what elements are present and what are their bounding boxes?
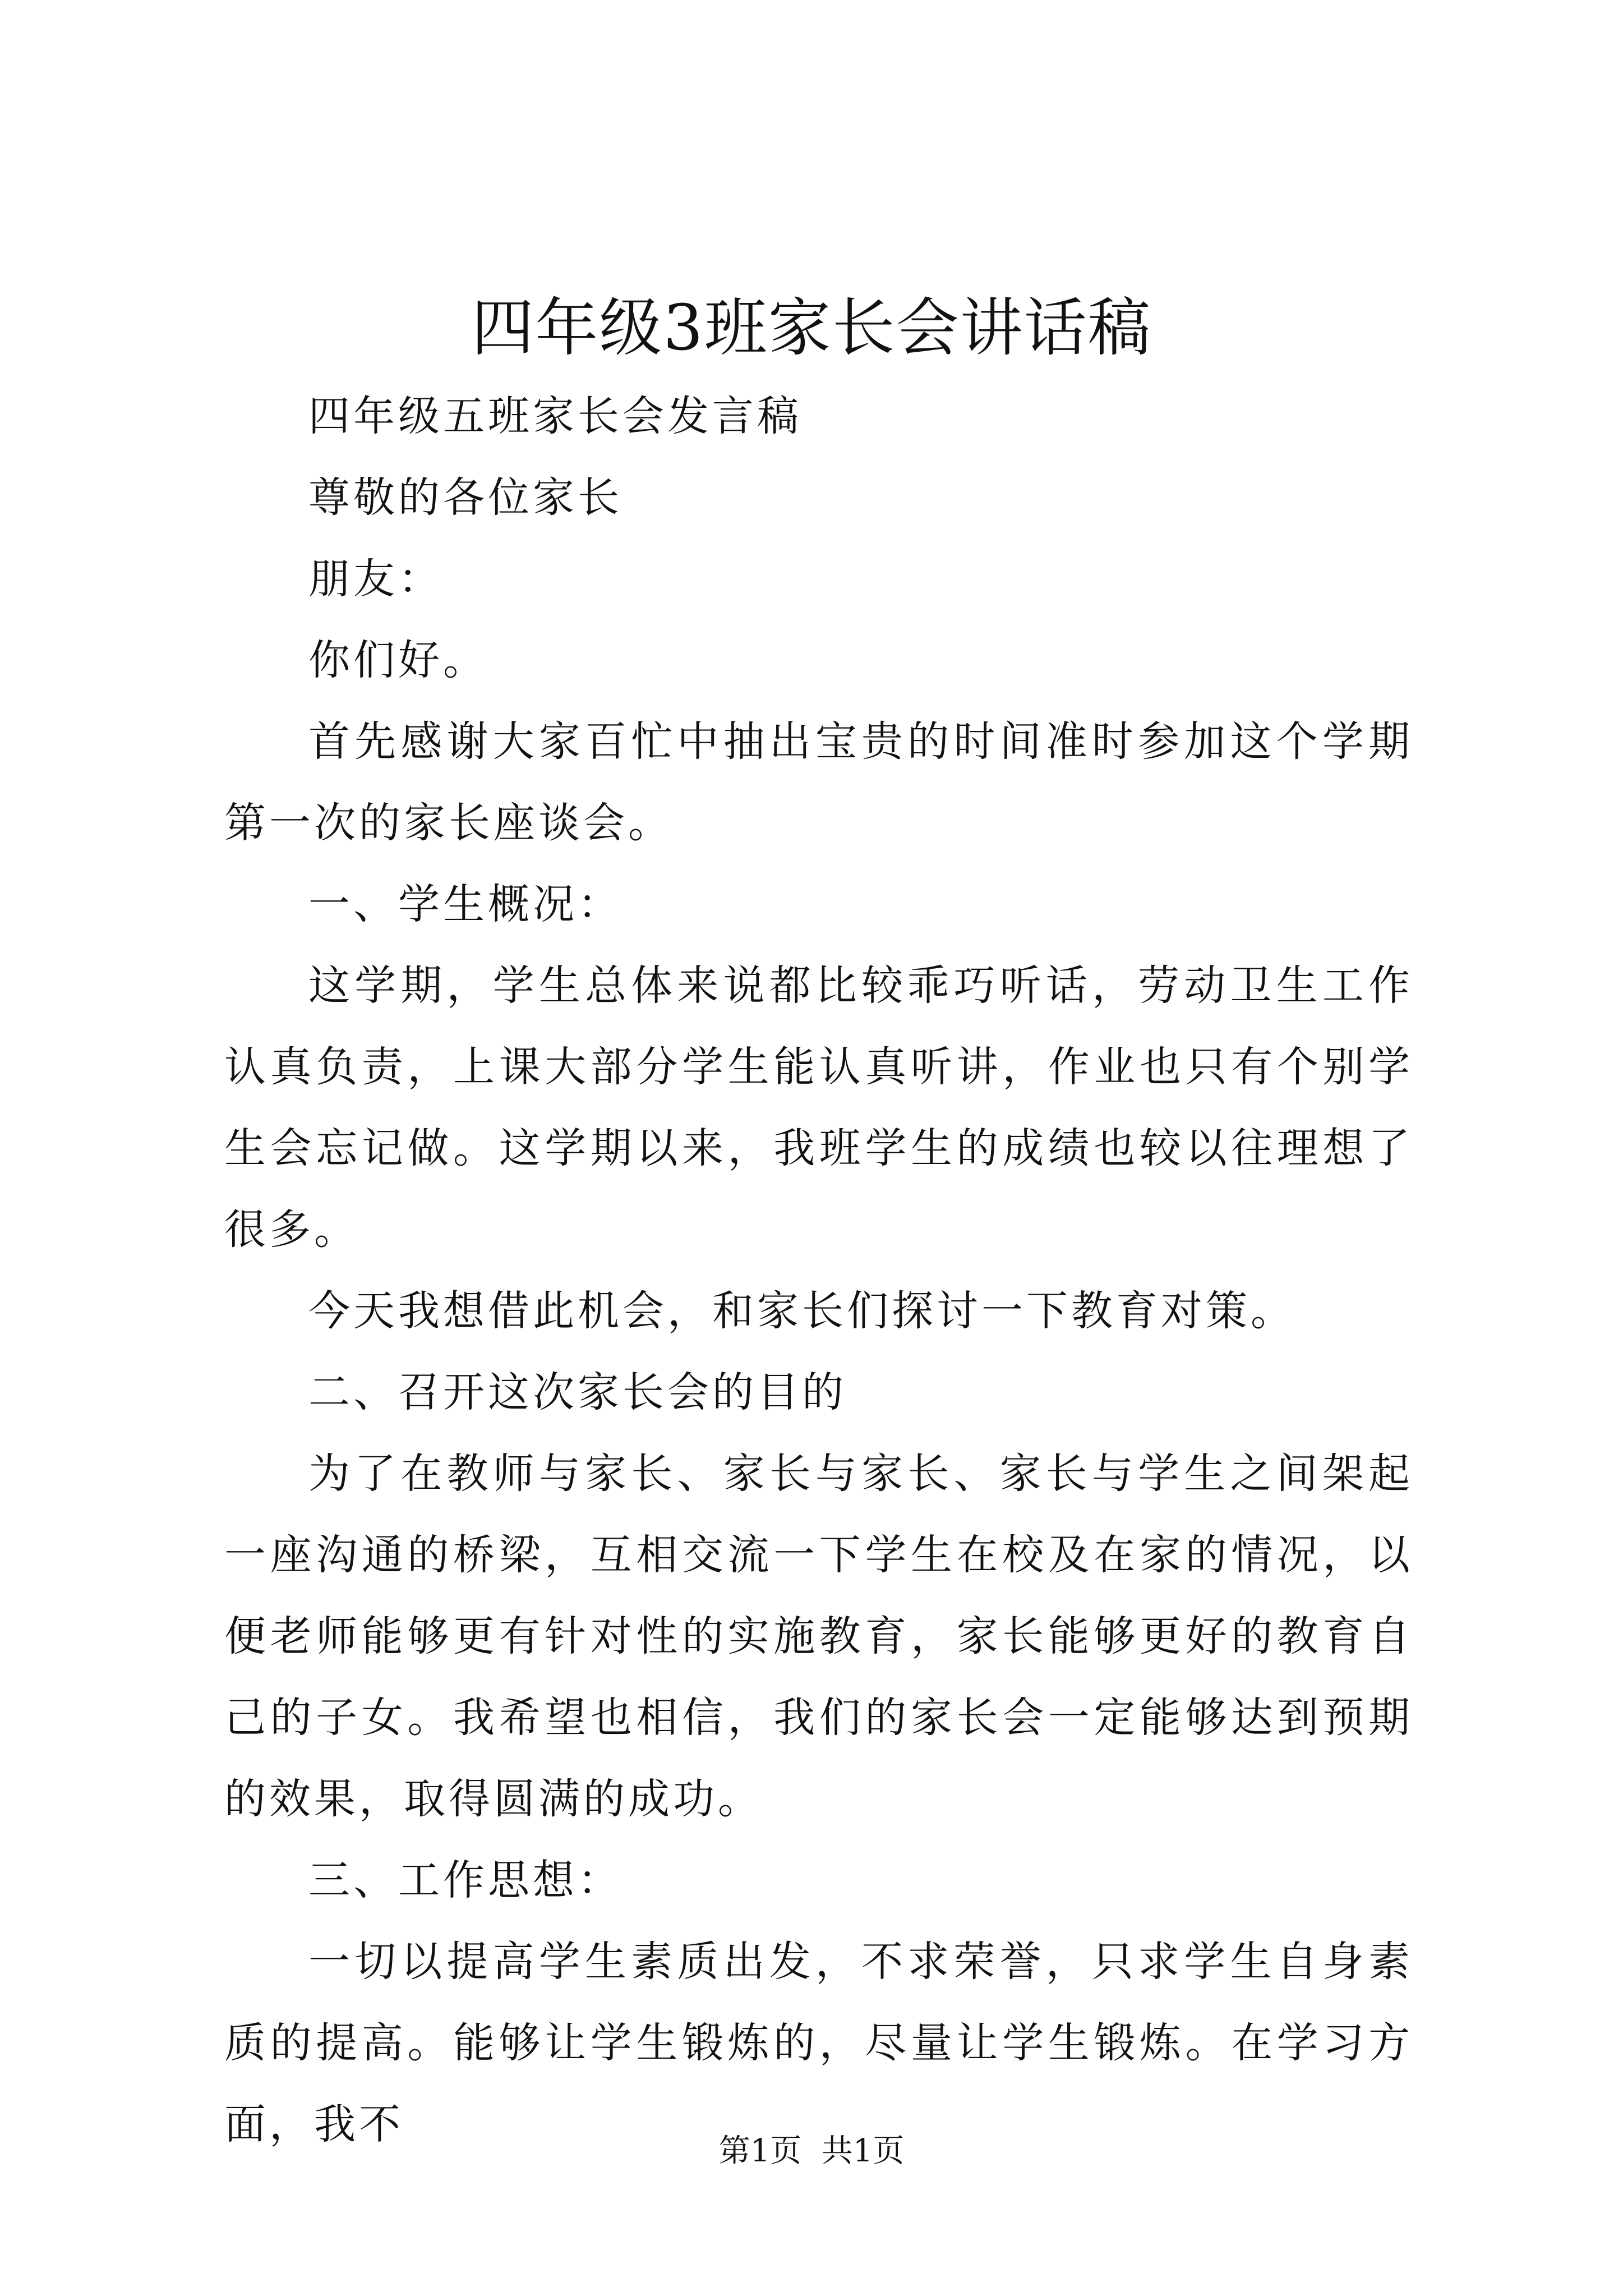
document-title: 四年级3班家长会讲话稿 — [471, 292, 1152, 365]
paragraph-student-overview: 这学期，学生总体来说都比较乖巧听话，劳动卫生工作认真负责，上课大部分学生能认真听讲，作业也只有个别学生会忘记做。这学期以来，我班学生的成绩也较以往理想了很多。 — [224, 961, 1413, 1254]
paragraph-purpose: 为了在教师与家长、家长与家长、家长与学生之间架起一座沟通的桥梁，互相交流一下学生在校及在家的情况，以便老师能够更有针对性的实施教育，家长能够更好的教育自己的子女。我希望也相信，我们的家长会一定能够达到预期的效果，取得圆满的成功。 — [224, 1450, 1413, 1823]
paragraph-greeting: 你们好。 — [308, 636, 488, 684]
paragraph-salutation-friends: 朋友： — [308, 555, 443, 603]
section-heading-student-overview: 一、学生概况： — [308, 880, 623, 928]
paragraph-discussion: 今天我想借此机会，和家长们探讨一下教育对策。 — [308, 1287, 1295, 1335]
paragraph-salutation: 尊敬的各位家长 — [308, 473, 623, 522]
paragraph-subtitle: 四年级五班家长会发言稿 — [308, 392, 802, 440]
section-heading-purpose: 二、召开这次家长会的目的 — [308, 1368, 847, 1416]
page-number-label: 第1页 共1页 — [718, 2133, 905, 2169]
document-body — [224, 376, 1413, 2165]
paragraph-work-philosophy: 一切以提高学生素质出发，不求荣誉，只求学生自身素质的提高。能够让学生锻炼的，尽量让学生锻炼。在学习方面，我不 — [224, 1938, 1413, 2148]
page-footer — [0, 2129, 1623, 2174]
section-heading-work-philosophy: 三、工作思想： — [308, 1856, 623, 1904]
paragraph-thanks: 首先感谢大家百忙中抽出宝贵的时间准时参加这个学期第一次的家长座谈会。 — [224, 717, 1413, 847]
